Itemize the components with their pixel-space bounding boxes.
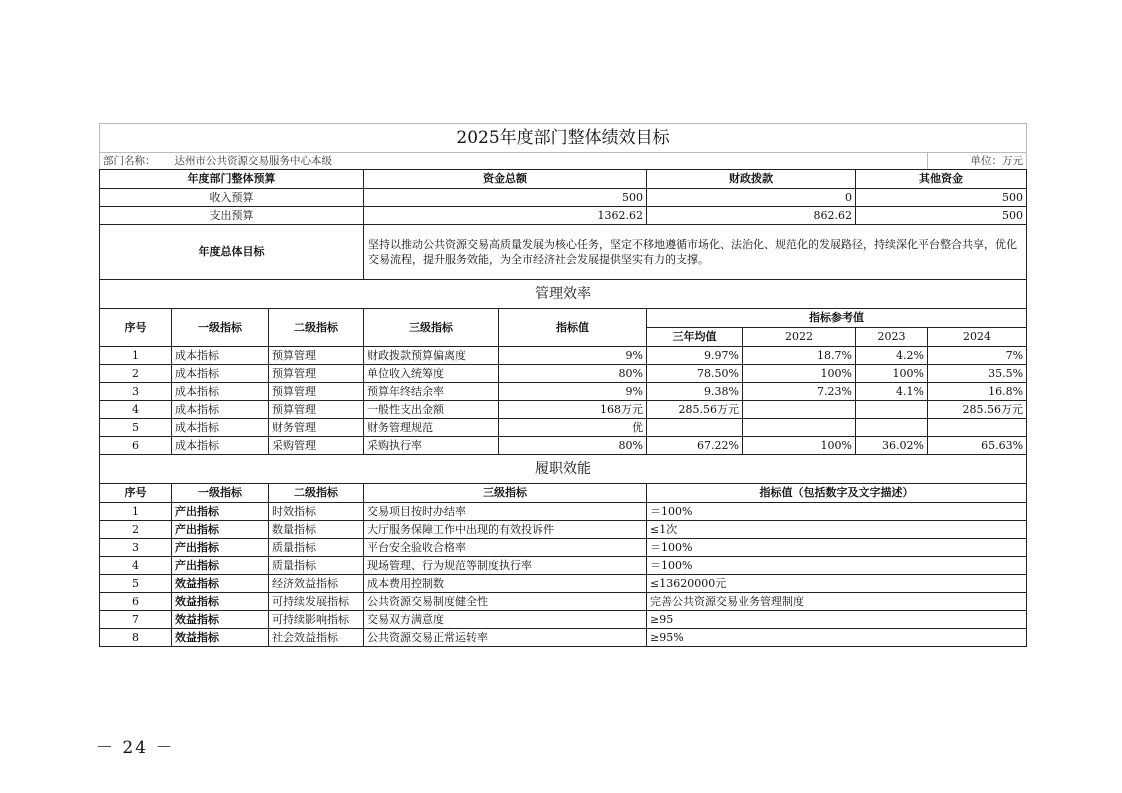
col-header-level1: 一级指标 <box>172 484 269 503</box>
row-target-value: ＝100% <box>647 503 1027 521</box>
row-level2: 质量指标 <box>269 539 364 557</box>
page-number: － 24 － <box>96 738 175 758</box>
table-row <box>100 539 1027 557</box>
row-seq: 2 <box>100 521 172 539</box>
row-seq: 4 <box>100 557 172 575</box>
row-seq: 5 <box>100 575 172 593</box>
row-value-2024: 35.5% <box>928 365 1027 383</box>
row-value-2022: 18.7% <box>743 347 856 365</box>
row-value-2024: 65.63% <box>928 437 1027 455</box>
col-header-level1: 一级指标 <box>172 309 269 347</box>
dept-name: 达州市公共资源交易服务中心本级 <box>172 153 856 170</box>
col-header-2022: 2022 <box>743 328 856 347</box>
row-level3: 现场管理、行为规范等制度执行率 <box>364 557 647 575</box>
row-value-2022: 100% <box>743 437 856 455</box>
table-row <box>100 347 1027 365</box>
table-row <box>100 593 1027 611</box>
table-row <box>100 437 1027 455</box>
section-title-performance: 履职效能 <box>100 455 1027 484</box>
budget-row-income <box>100 189 1027 207</box>
row-three-year-avg: 285.56万元 <box>647 401 743 419</box>
row-level1: 成本指标 <box>172 419 269 437</box>
row-target-value: ≥95% <box>647 629 1027 647</box>
section-title-management: 管理效率 <box>100 280 1027 309</box>
row-level3: 平台安全验收合格率 <box>364 539 647 557</box>
row-level1: 成本指标 <box>172 383 269 401</box>
budget-other: 500 <box>856 189 1027 207</box>
table-row <box>100 419 1027 437</box>
table-row <box>100 521 1027 539</box>
row-seq: 4 <box>100 401 172 419</box>
row-level2: 数量指标 <box>269 521 364 539</box>
row-seq: 7 <box>100 611 172 629</box>
dept-label: 部门名称： <box>100 153 172 170</box>
row-seq: 1 <box>100 347 172 365</box>
row-level3: 成本费用控制数 <box>364 575 647 593</box>
performance-target-sheet <box>99 123 1026 647</box>
row-target-value: ＝100% <box>647 539 1027 557</box>
row-value-2022: 100% <box>743 365 856 383</box>
col-header-level2: 二级指标 <box>269 484 364 503</box>
row-level1: 成本指标 <box>172 401 269 419</box>
row-level1: 效益指标 <box>172 629 269 647</box>
col-header-seq: 序号 <box>100 484 172 503</box>
row-value-2023: 4.2% <box>856 347 928 365</box>
row-level2: 预算管理 <box>269 383 364 401</box>
row-seq: 1 <box>100 503 172 521</box>
row-level1: 产出指标 <box>172 539 269 557</box>
row-three-year-avg <box>647 419 743 437</box>
budget-header-label: 年度部门整体预算 <box>100 170 364 189</box>
row-target-value: 9% <box>499 347 647 365</box>
col-header-level2: 二级指标 <box>269 309 364 347</box>
row-seq: 5 <box>100 419 172 437</box>
row-level3: 大厅服务保障工作中出现的有效投诉件 <box>364 521 647 539</box>
row-target-value: 9% <box>499 383 647 401</box>
row-level3: 单位收入统筹度 <box>364 365 499 383</box>
row-seq: 8 <box>100 629 172 647</box>
row-level2: 财务管理 <box>269 419 364 437</box>
row-level1: 产出指标 <box>172 503 269 521</box>
col-header-2023: 2023 <box>856 328 928 347</box>
unit-label: 单位：万元 <box>928 153 1027 170</box>
row-level3: 公共资源交易正常运转率 <box>364 629 647 647</box>
performance-table <box>99 123 1027 647</box>
row-value-2022 <box>743 401 856 419</box>
row-level1: 效益指标 <box>172 593 269 611</box>
page-title: 2025年度部门整体绩效目标 <box>100 124 1027 153</box>
table-row <box>100 503 1027 521</box>
row-value-2022 <box>743 419 856 437</box>
budget-total: 500 <box>364 189 647 207</box>
row-level2: 时效指标 <box>269 503 364 521</box>
table-row <box>100 383 1027 401</box>
row-seq: 2 <box>100 365 172 383</box>
row-value-2023: 100% <box>856 365 928 383</box>
row-level2: 可持续发展指标 <box>269 593 364 611</box>
row-level1: 产出指标 <box>172 521 269 539</box>
row-level1: 成本指标 <box>172 437 269 455</box>
row-target-value: 优 <box>499 419 647 437</box>
row-value-2023: 36.02% <box>856 437 928 455</box>
col-header-value: 指标值 <box>499 309 647 347</box>
row-target-value: 168万元 <box>499 401 647 419</box>
row-level1: 产出指标 <box>172 557 269 575</box>
row-target-value: 完善公共资源交易业务管理制度 <box>647 593 1027 611</box>
row-target-value: ≥95 <box>647 611 1027 629</box>
row-target-value: ＝100% <box>647 557 1027 575</box>
table-row <box>100 557 1027 575</box>
row-value-2023: 4.1% <box>856 383 928 401</box>
budget-row-label: 收入预算 <box>100 189 364 207</box>
row-level2: 采购管理 <box>269 437 364 455</box>
table-row <box>100 611 1027 629</box>
table-row <box>100 629 1027 647</box>
row-level1: 成本指标 <box>172 347 269 365</box>
row-seq: 3 <box>100 539 172 557</box>
table-row <box>100 575 1027 593</box>
row-level1: 效益指标 <box>172 611 269 629</box>
annual-goal-label: 年度总体目标 <box>100 225 364 280</box>
row-level2: 经济效益指标 <box>269 575 364 593</box>
row-level3: 公共资源交易制度健全性 <box>364 593 647 611</box>
row-level3: 财务管理规范 <box>364 419 499 437</box>
row-level2: 预算管理 <box>269 347 364 365</box>
row-three-year-avg: 67.22% <box>647 437 743 455</box>
col-header-reference: 指标参考值 <box>647 309 1027 328</box>
budget-total: 1362.62 <box>364 207 647 225</box>
row-seq: 6 <box>100 437 172 455</box>
table-row <box>100 365 1027 383</box>
budget-header-fiscal: 财政拨款 <box>647 170 856 189</box>
row-value-2023 <box>856 419 928 437</box>
col-header-value-desc: 指标值（包括数字及文字描述） <box>647 484 1027 503</box>
col-header-seq: 序号 <box>100 309 172 347</box>
table-row <box>100 401 1027 419</box>
row-value-2024: 16.8% <box>928 383 1027 401</box>
row-target-value: 80% <box>499 437 647 455</box>
row-level1: 效益指标 <box>172 575 269 593</box>
row-value-2024 <box>928 419 1027 437</box>
budget-fiscal: 862.62 <box>647 207 856 225</box>
row-level2: 预算管理 <box>269 401 364 419</box>
row-level2: 社会效益指标 <box>269 629 364 647</box>
row-target-value: ≤13620000元 <box>647 575 1027 593</box>
budget-header-total: 资金总额 <box>364 170 647 189</box>
row-target-value: ≤1次 <box>647 521 1027 539</box>
row-value-2023 <box>856 401 928 419</box>
row-level3: 预算年终结余率 <box>364 383 499 401</box>
row-value-2024: 285.56万元 <box>928 401 1027 419</box>
row-level3: 交易项目按时办结率 <box>364 503 647 521</box>
budget-header-other: 其他资金 <box>856 170 1027 189</box>
row-target-value: 80% <box>499 365 647 383</box>
row-level1: 成本指标 <box>172 365 269 383</box>
row-level2: 可持续影响指标 <box>269 611 364 629</box>
row-three-year-avg: 9.97% <box>647 347 743 365</box>
budget-fiscal: 0 <box>647 189 856 207</box>
col-header-avg: 三年均值 <box>647 328 743 347</box>
col-header-level3: 三级指标 <box>364 484 647 503</box>
row-value-2022: 7.23% <box>743 383 856 401</box>
col-header-level3: 三级指标 <box>364 309 499 347</box>
row-three-year-avg: 9.38% <box>647 383 743 401</box>
row-seq: 3 <box>100 383 172 401</box>
annual-goal-text: 坚持以推动公共资源交易高质量发展为核心任务，坚定不移地遵循市场化、法治化、规范化的发展路径，持续深化平台整合共享，优化交易流程，提升服务效能，为全市经济社会发展提供坚实有力的支撑。 <box>364 225 1027 280</box>
row-value-2024: 7% <box>928 347 1027 365</box>
row-level3: 采购执行率 <box>364 437 499 455</box>
row-level3: 财政拨款预算偏离度 <box>364 347 499 365</box>
row-three-year-avg: 78.50% <box>647 365 743 383</box>
row-level3: 一般性支出金额 <box>364 401 499 419</box>
row-level2: 质量指标 <box>269 557 364 575</box>
budget-row-expense <box>100 207 1027 225</box>
row-level3: 交易双方满意度 <box>364 611 647 629</box>
row-seq: 6 <box>100 593 172 611</box>
budget-other: 500 <box>856 207 1027 225</box>
budget-row-label: 支出预算 <box>100 207 364 225</box>
row-level2: 预算管理 <box>269 365 364 383</box>
col-header-2024: 2024 <box>928 328 1027 347</box>
